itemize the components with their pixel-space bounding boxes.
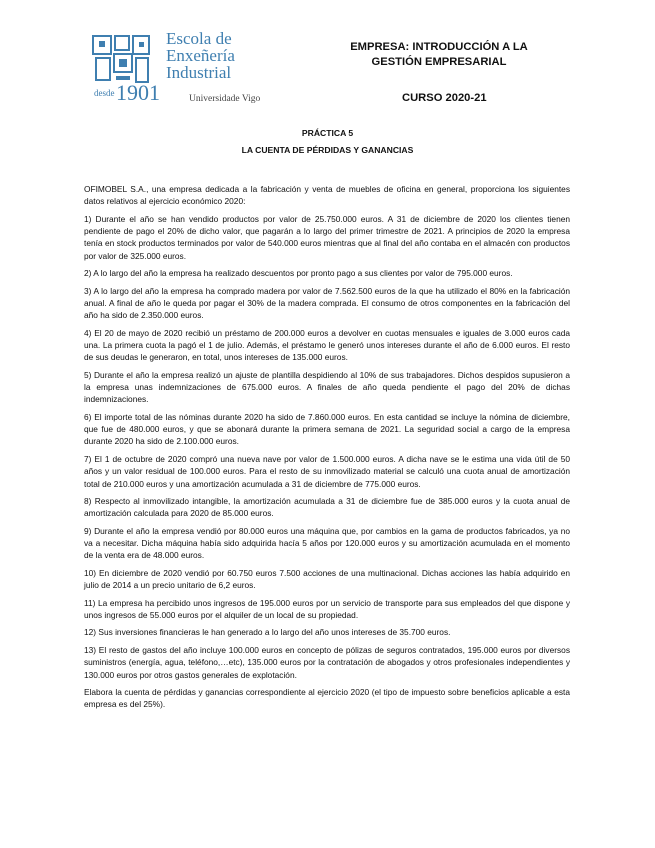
item-paragraph: 6) El importe total de las nóminas durante 2020 ha sido de 7.860.000 euros. En esta cantidad se incluye la nómina de diciembre, que fue de 480.000 euros, y que se abonará durante la primera semana de 2021. La seguridad social a cargo de la empresa durante 2020 ha sido de 2.100.000 euros. [84, 411, 570, 447]
logo-university: Universidade Vigo [189, 94, 261, 104]
logo-school-name: Escola de Enxeñería Industrial [166, 29, 235, 82]
item-paragraph: 13) El resto de gastos del año incluye 100.000 euros en concepto de pólizas de seguros contratados, 195.000 euros por diversos suministros (energía, agua, teléfono,…etc), 135.000 euros por la contratación de abogados y otros profesionales independientes y 130.000 euros por otros gastos generales de explotación. [84, 644, 570, 680]
item-paragraph: 1) Durante el año se han vendido productos por valor de 25.750.000 euros. A 31 de diciembre de 2020 los clientes tienen pendiente de pago el 20% de dicho valor, que pagarán a lo largo del primer trimestre de 2021. A principios de 2020 la empresa tenía en stock productos terminados por valor de 540.000 euros mientras que al final del año contaba en el almacén con productos por valor de 325.000 euros. [84, 213, 570, 261]
item-paragraph: 5) Durante el año la empresa realizó un ajuste de plantilla despidiendo al 10% de sus trabajadores. Dichos despidos supusieron a la empresa unas indemnizaciones de 675.000 euros. A finales de año queda pendiente el pago del 20% de dichas indemnizaciones. [84, 369, 570, 405]
item-paragraph: 11) La empresa ha percibido unos ingresos de 195.000 euros por un servicio de transporte para sus empleados del que dispone y unos ingresos de 55.000 euros por el alquiler de un local de su propiedad. [84, 597, 570, 620]
course-label: CURSO 2020-21 [402, 92, 487, 104]
subject-title-line-1: EMPRESA: INTRODUCCIÓN A LA [350, 41, 528, 53]
item-paragraph: 12) Sus inversiones financieras le han generado a lo largo del año unos intereses de 35.700 euros. [84, 627, 451, 638]
practice-title: PRÁCTICA 5 [301, 128, 354, 138]
practice-subtitle: LA CUENTA DE PÉRDIDAS Y GANANCIAS [241, 145, 414, 155]
school-logo [90, 30, 280, 110]
logo-since: desde [94, 88, 115, 98]
logo-year: 1901 [116, 80, 160, 105]
item-paragraph: 7) El 1 de octubre de 2020 compró una nueva nave por valor de 1.500.000 euros. A dicha nave se le estima una vida útil de 50 años y un valor residual de 100.000 euros. Para el resto de su inmovilizado material se calculó una cuota anual de amortización total de 210.000 euros y una amortización acumulada a 31 de diciembre de 775.000 euros. [84, 453, 570, 489]
item-paragraph: 10) En diciembre de 2020 vendió por 60.750 euros 7.500 acciones de una multinacional. Dichas acciones las había adquirido en julio de 2014 a un precio unitario de 6,2 euros. [84, 567, 570, 591]
item-paragraph: 2) A lo largo del año la empresa ha realizado descuentos por pronto pago a sus clientes por valor de 795.000 euros. [84, 268, 513, 279]
item-paragraph: 9) Durante el año la empresa vendió por 80.000 euros una máquina que, por cambios en la gama de productos fabricados, ya no va a necesitar. Dicha máquina había sido adquirida hacía 5 años por 120.000 euros y su amortización acumulada en el momento de la venta era de 48.000 euros. [84, 525, 570, 561]
item-paragraph: 3) A lo largo del año la empresa ha comprado madera por valor de 7.562.500 euros de la que ha utilizado el 80% en la fabricación anual. A final de año le queda por pagar el 30% de la madera comprada. El consumo de otros componentes en la fabricación del año ha sido de 2.350.000 euros. [84, 285, 570, 321]
item-paragraph: 8) Respecto al inmovilizado intangible, la amortización acumulada a 31 de diciembre fue de 385.000 euros y la cuota anual de amortización calculada para 2020 de 85.000 euros. [84, 496, 570, 519]
intro-paragraph: OFIMOBEL S.A., una empresa dedicada a la fabricación y venta de muebles de oficina en general, proporciona los siguientes datos relativos al ejercicio económico 2020: [84, 184, 570, 207]
subject-title-line-2: GESTIÓN EMPRESARIAL [371, 55, 507, 68]
item-paragraph: 4) El 20 de mayo de 2020 recibió un préstamo de 200.000 euros a devolver en cuotas mensuales e iguales de 3.000 euros cada una. La primera cuota la pagó el 1 de julio. Además, el préstamo le generó unos intereses durante el año de 6.000 euros. El resto de sus deudas le generaron, en total, unos intereses de 135.000 euros. [84, 327, 570, 363]
subject-title [334, 40, 544, 69]
exercise-body [84, 183, 570, 716]
task-paragraph: Elabora la cuenta de pérdidas y ganancias correspondiente al ejercicio 2020 (el tipo de impuesto sobre beneficios aplicable a esta empresa es del 25%). [84, 687, 570, 710]
